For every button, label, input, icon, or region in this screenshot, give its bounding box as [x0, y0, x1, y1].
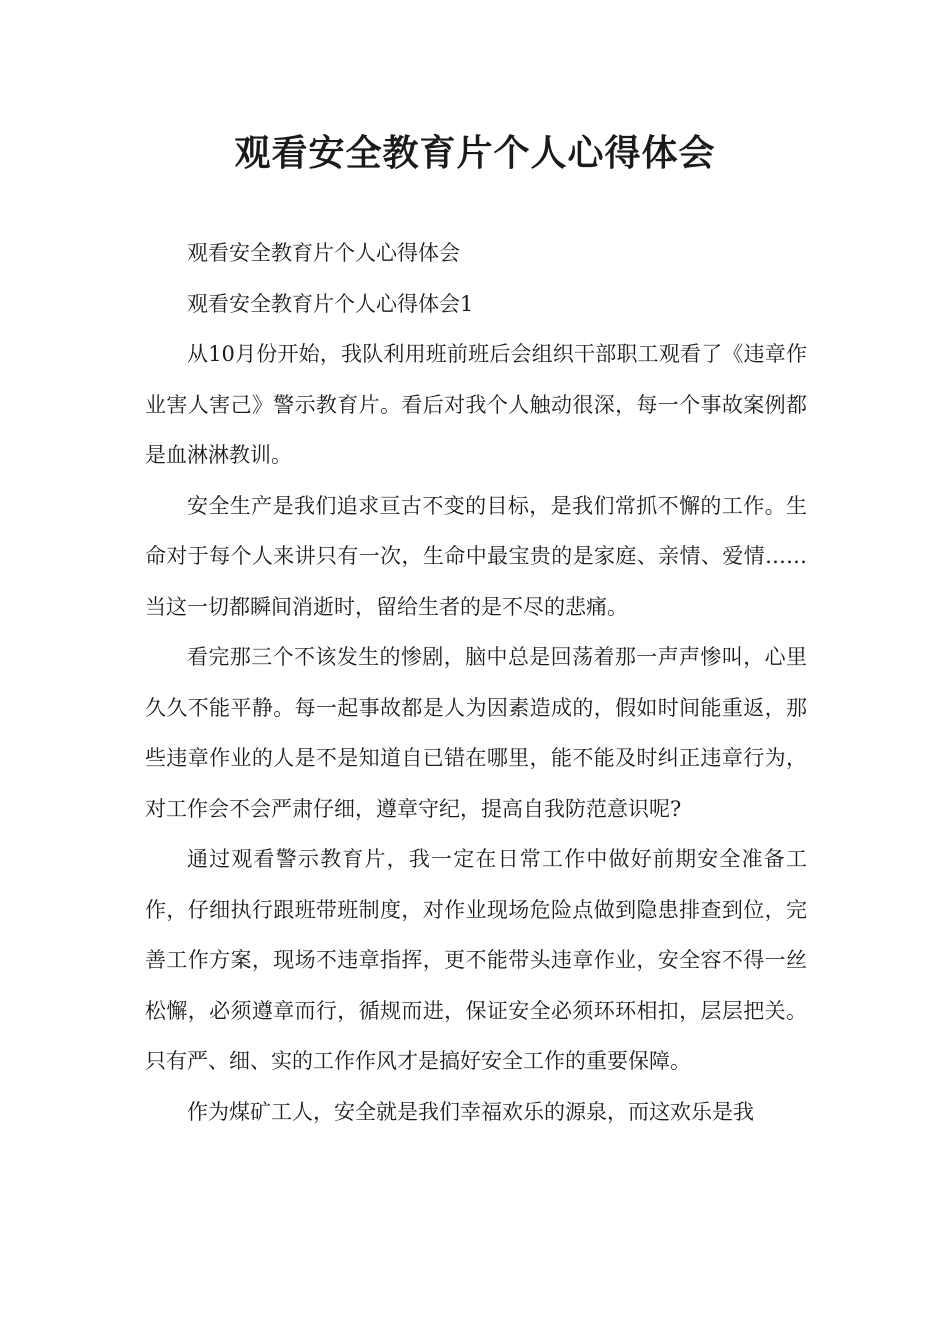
paragraph: 观看安全教育片个人心得体会1	[187, 291, 474, 316]
paragraph: 通过观看警示教育片，我一定在日常工作中做好前期安全准备工作，仔细执行跟班带班制度，对作业现场危险点做到隐患排查到位，完善工作方案，现场不违章指挥，更不能带头违章作业，安全容不得一丝松懈，必须遵章而行，循规而进，保证安全必须环环相扣，层层把关。只有严、细、实的工作作风才是搞好安全工作的重要保障。	[145, 847, 807, 1073]
paragraph: 作为煤矿工人，安全就是我们幸福欢乐的源泉，而这欢乐是我	[187, 1099, 754, 1124]
paragraph: 安全生产是我们追求亘古不变的目标，是我们常抓不懈的工作。生命对于每个人来讲只有一次，生命中最宝贵的是家庭、亲情、爱情……当这一切都瞬间消逝时，留给生者的是不尽的悲痛。	[145, 493, 807, 619]
paragraph: 从10月份开始，我队利用班前班后会组织干部职工观看了《违章作业害人害己》警示教育片。看后对我个人触动很深，每一个事故案例都是血淋淋教训。	[145, 342, 807, 467]
paragraph: 看完那三个不该发生的惨剧，脑中总是回荡着那一声声惨叫，心里久久不能平静。每一起事故都是人为因素造成的，假如时间能重返，那些违章作业的人是不是知道自已错在哪里，能不能及时纠正违章行为，对工作会不会严肃仔细，遵章守纪，提高自我防范意识呢?	[145, 645, 807, 821]
document-title: 观看安全教育片个人心得体会	[234, 133, 716, 174]
document-body	[145, 228, 807, 1137]
paragraph: 观看安全教育片个人心得体会	[187, 241, 460, 265]
